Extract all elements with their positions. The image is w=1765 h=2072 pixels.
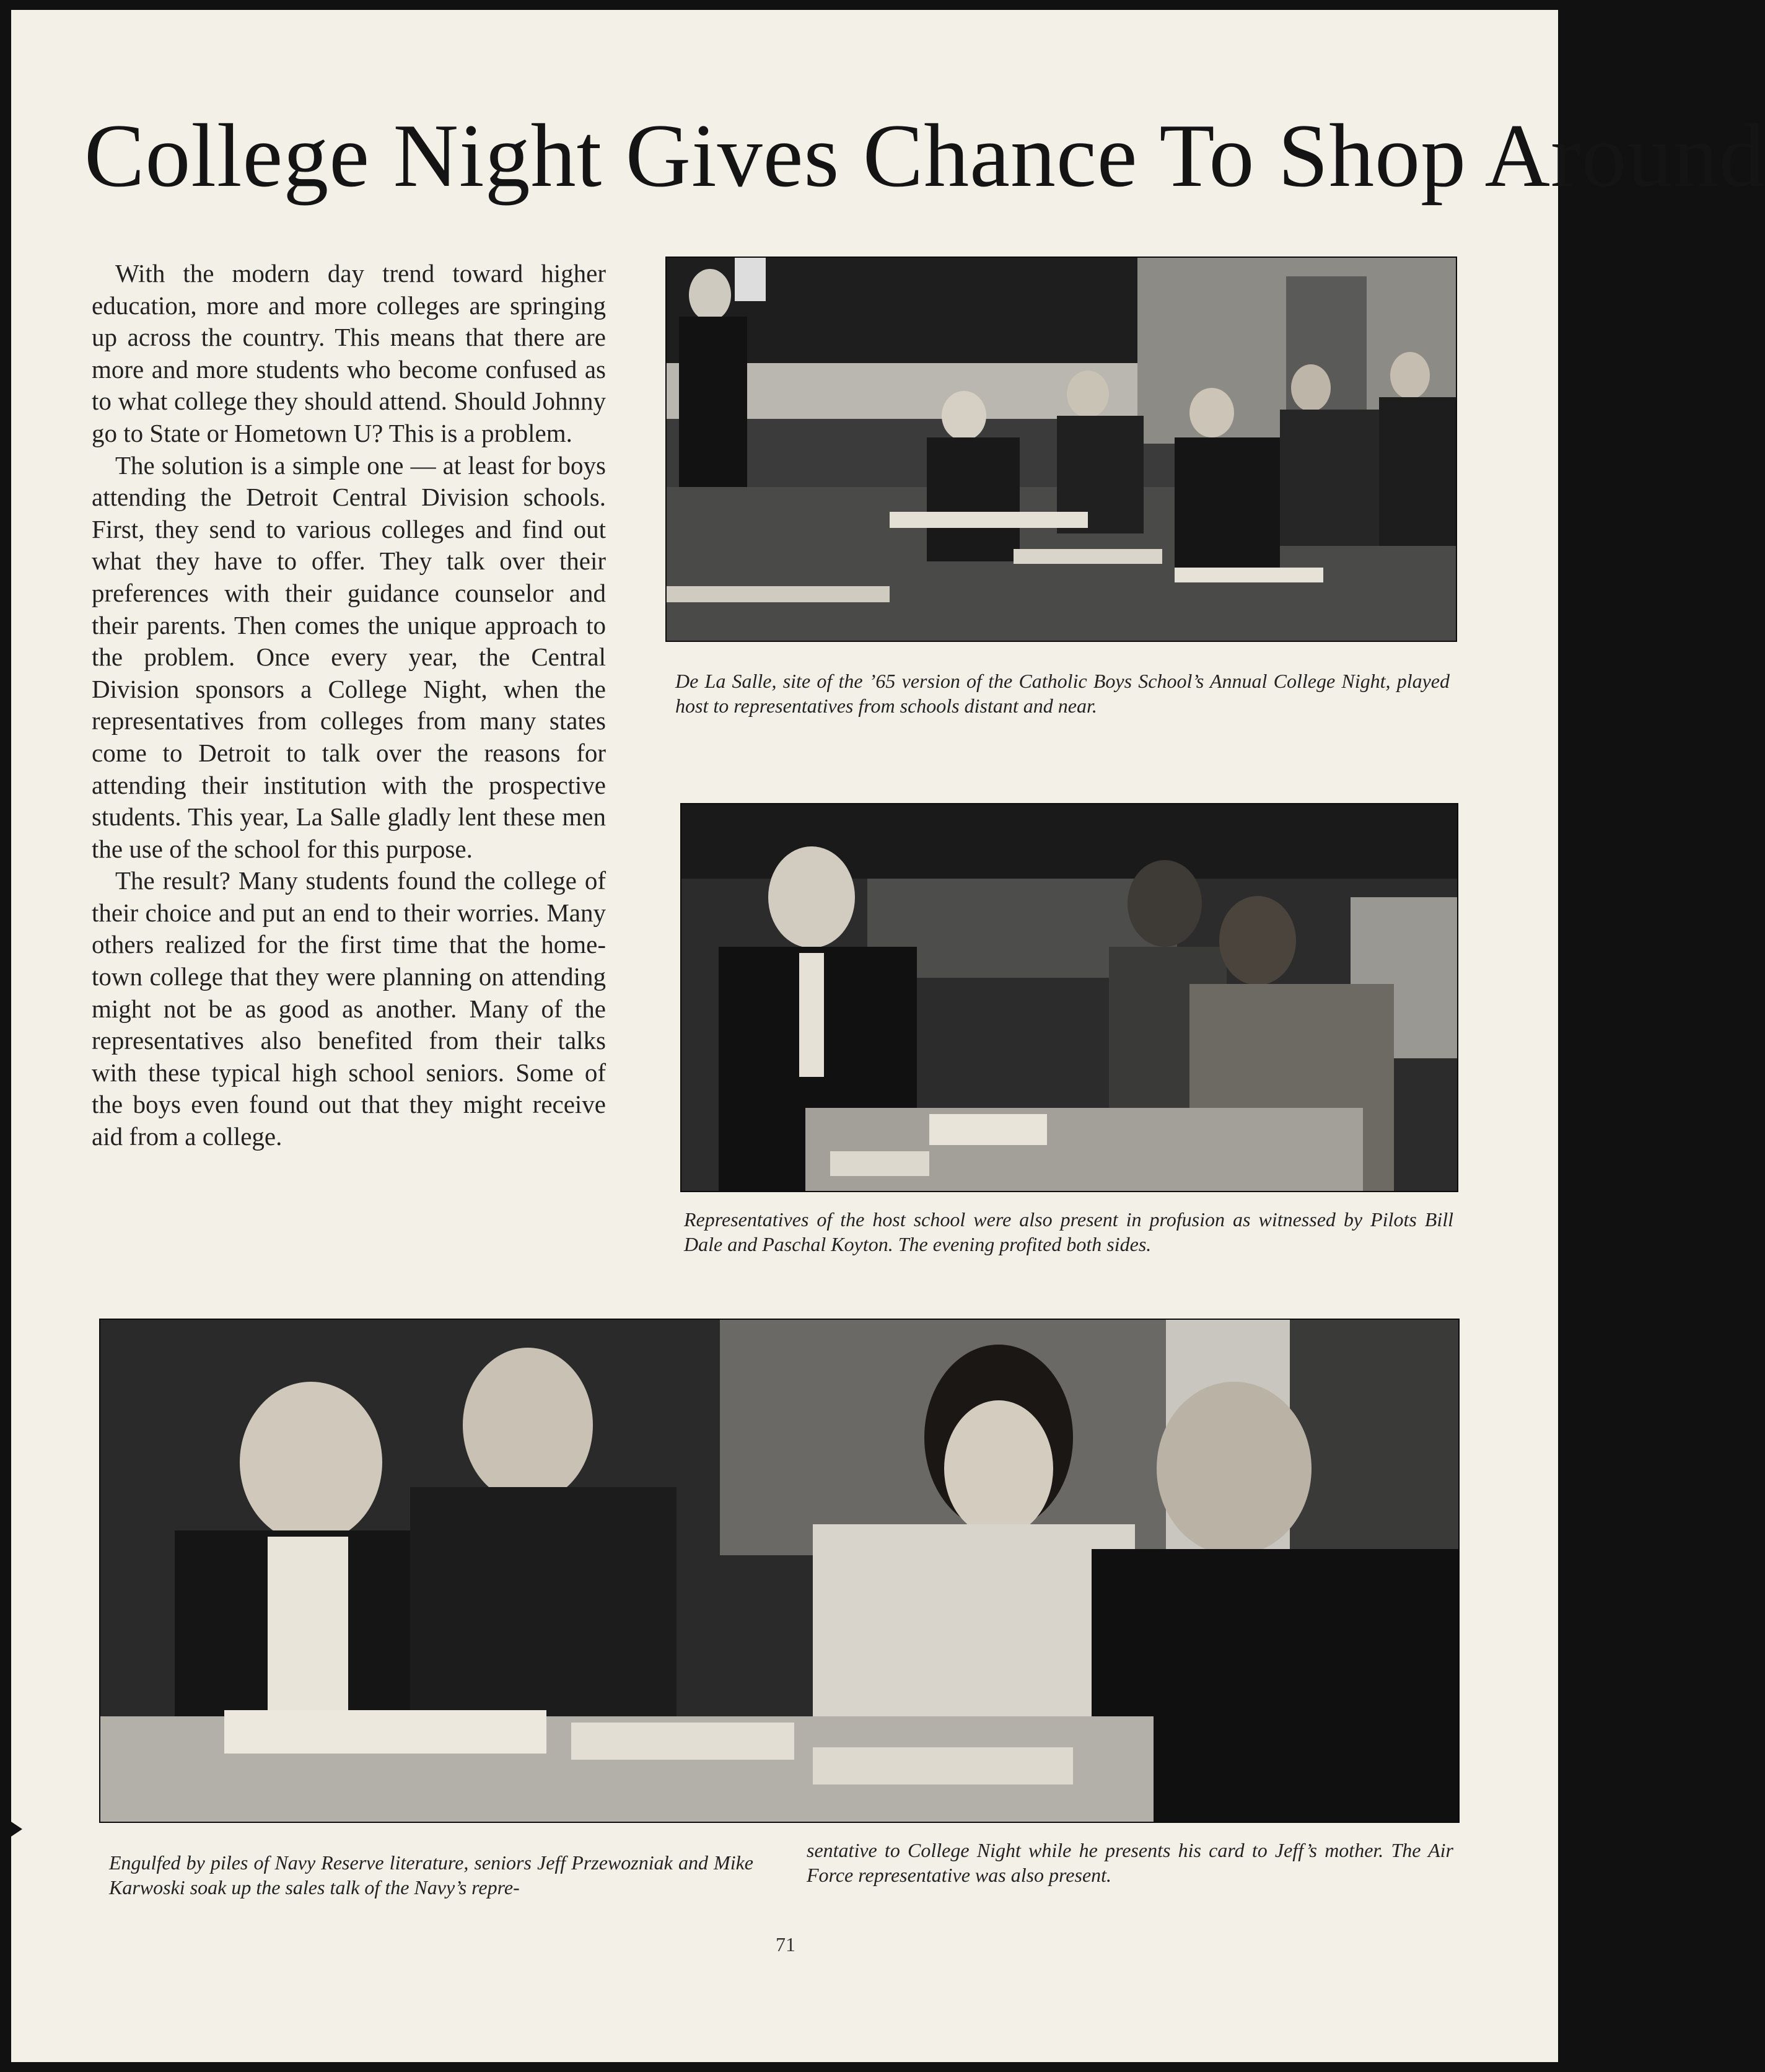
- photo3-caption-left: Engulfed by piles of Navy Reserve literature, seniors Jeff Przewozniak and Mike Karwoski soak up the sales talk of the Navy’s repre-: [109, 1851, 753, 1899]
- page-headline: College Night Gives Chance To Shop Around: [84, 105, 1765, 206]
- photo-representatives-image: [681, 804, 1457, 1191]
- photo-classroom-image: [667, 258, 1456, 641]
- binding-arrow-icon: [7, 1819, 22, 1839]
- photo-representatives: [680, 803, 1458, 1192]
- photo-classroom: [665, 257, 1457, 642]
- article-paragraph: With the modern day trend toward higher education, more and more colleges are springing up across the country. This means that there are more and more students who become confused as to what college they should attend. Should Johnny go to State or Hometown U? This is a problem.: [92, 259, 606, 447]
- photo-navy-table-image: [100, 1320, 1458, 1822]
- yearbook-page: [11, 10, 1765, 2062]
- article-paragraph: The solution is a simple one — at least for boys attending the Detroit Central Division schools. First, they send to various colleges and find out what they have to offer. They talk over their preferences with their guidance counselor and their parents. Then comes the unique approach to the problem. Once every year, the Central Division sponsors a College Night, when the representatives from colleges from many states come to Detroit to talk over the reasons for attending their institution with the prospective students. This year, La Salle gladly lent these men the use of the school for this purpose.: [92, 450, 606, 863]
- photo1-caption: De La Salle, site of the ’65 version of the Catholic Boys School’s Annual College Night, played host to representatives from schools distant and near.: [675, 670, 1450, 717]
- article-body: [92, 258, 606, 1153]
- photo2-caption: Representatives of the host school were also present in profusion as witnessed by Pilots Bill Dale and Paschal Koyton. The evening profited both sides.: [684, 1208, 1453, 1255]
- photo3-caption-right: sentative to College Night while he presents his card to Jeff’s mother. The Air Force representative was also present.: [807, 1839, 1453, 1886]
- article-paragraph: The result? Many students found the college of their choice and put an end to their worries. Many others realized for the first time that the home-town college that they were planning on attending might not be as good as another. Many of the representatives also benefited from their talks with these typical high school seniors. Some of the boys even found out that they might receive aid from a college.: [92, 866, 606, 1151]
- page-number: 71: [776, 1933, 795, 1956]
- photo-navy-table: [99, 1319, 1460, 1823]
